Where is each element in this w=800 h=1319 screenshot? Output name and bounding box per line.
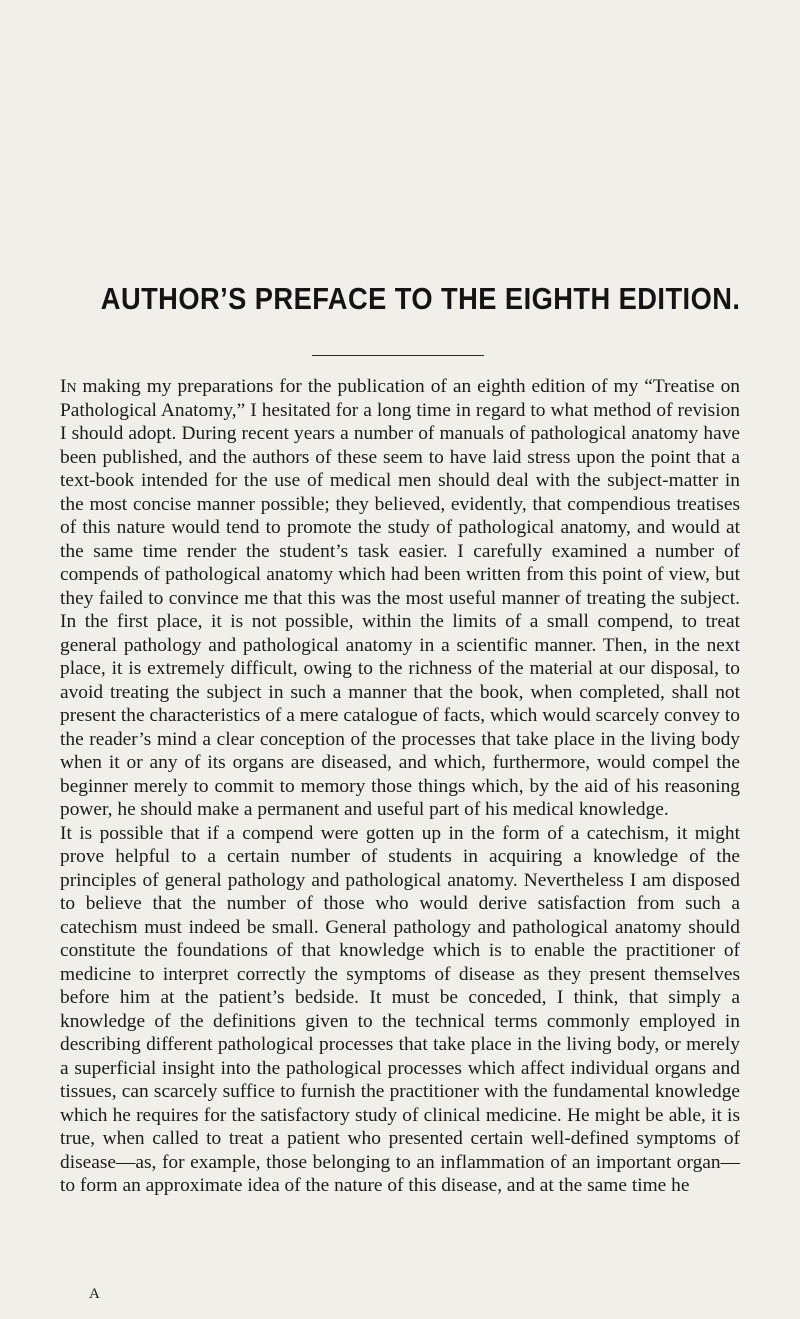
paragraph-1-text: making my preparations for the publication of an eighth edition of my “Treatise on Pathological Anatomy,” I hesitated for a long time in regard to what method of revision I should adopt. During recent years a number of manuals of pathological anatomy have been published, and the authors of these seem to have laid stress upon the point that a text-book intended for the use of medical men should deal with the subject-matter in the most concise manner possible; they believed, evidently, that compendious treatises of this nature would tend to promote the study of pathological anatomy, and would at the same time render the student’s task easier. I carefully examined a number of compends of pathological anatomy which had been written from this point of view, but they failed to convince me that this was the most useful manner of treating the subject. In the first place, it is not possible, within the limits of a small compend, to treat general pathology and pathological anatomy in a scientific manner. Then, in the next place, it is extremely difficult, owing to the richness of the material at our disposal, to avoid treating the subject in such a manner that the book, when completed, shall not present the characteristics of a mere catalogue of facts, which would scarcely convey to the reader’s mind a clear conception of the processes that take place in the living body when it or any of its organs are diseased, and which, furthermore, would compel the beginner merely to commit to memory those things which, by the aid of his reasoning power, he should make a permanent and useful part of his medical knowledge. <box>60 376 740 820</box>
signature-mark: A <box>89 1286 100 1302</box>
preface-body <box>60 375 740 1198</box>
title-divider <box>312 355 484 356</box>
paragraph-1 <box>60 375 740 822</box>
paragraph-1-lead: In <box>60 376 77 397</box>
paragraph-2: It is possible that if a compend were gotten up in the form of a catechism, it might prove helpful to a certain number of students in acquiring a knowledge of the principles of general pathology and pathological anatomy. Nevertheless I am disposed to believe that the number of those who would derive satisfaction from such a catechism must indeed be small. General pathology and pathological anatomy should constitute the foundations of that knowledge which is to enable the practitioner of medicine to interpret correctly the symptoms of disease as they present themselves before him at the patient’s bedside. It must be conceded, I think, that simply a knowledge of the definitions given to the technical terms commonly employed in describing different pathological processes that take place in the living body, or merely a superficial insight into the pathological processes which affect individual organs and tissues, can scarcely suffice to furnish the practitioner with the fundamental knowledge which he requires for the satisfactory study of clinical medicine. He might be able, it is true, when called to treat a patient who presented certain well-defined symptoms of disease—as, for example, those belonging to an inflammation of an important organ—to form an approximate idea of the nature of this disease, and at the same time he <box>60 822 740 1196</box>
page-title: AUTHOR’S PREFACE TO THE EIGHTH EDITION. <box>100 281 741 316</box>
